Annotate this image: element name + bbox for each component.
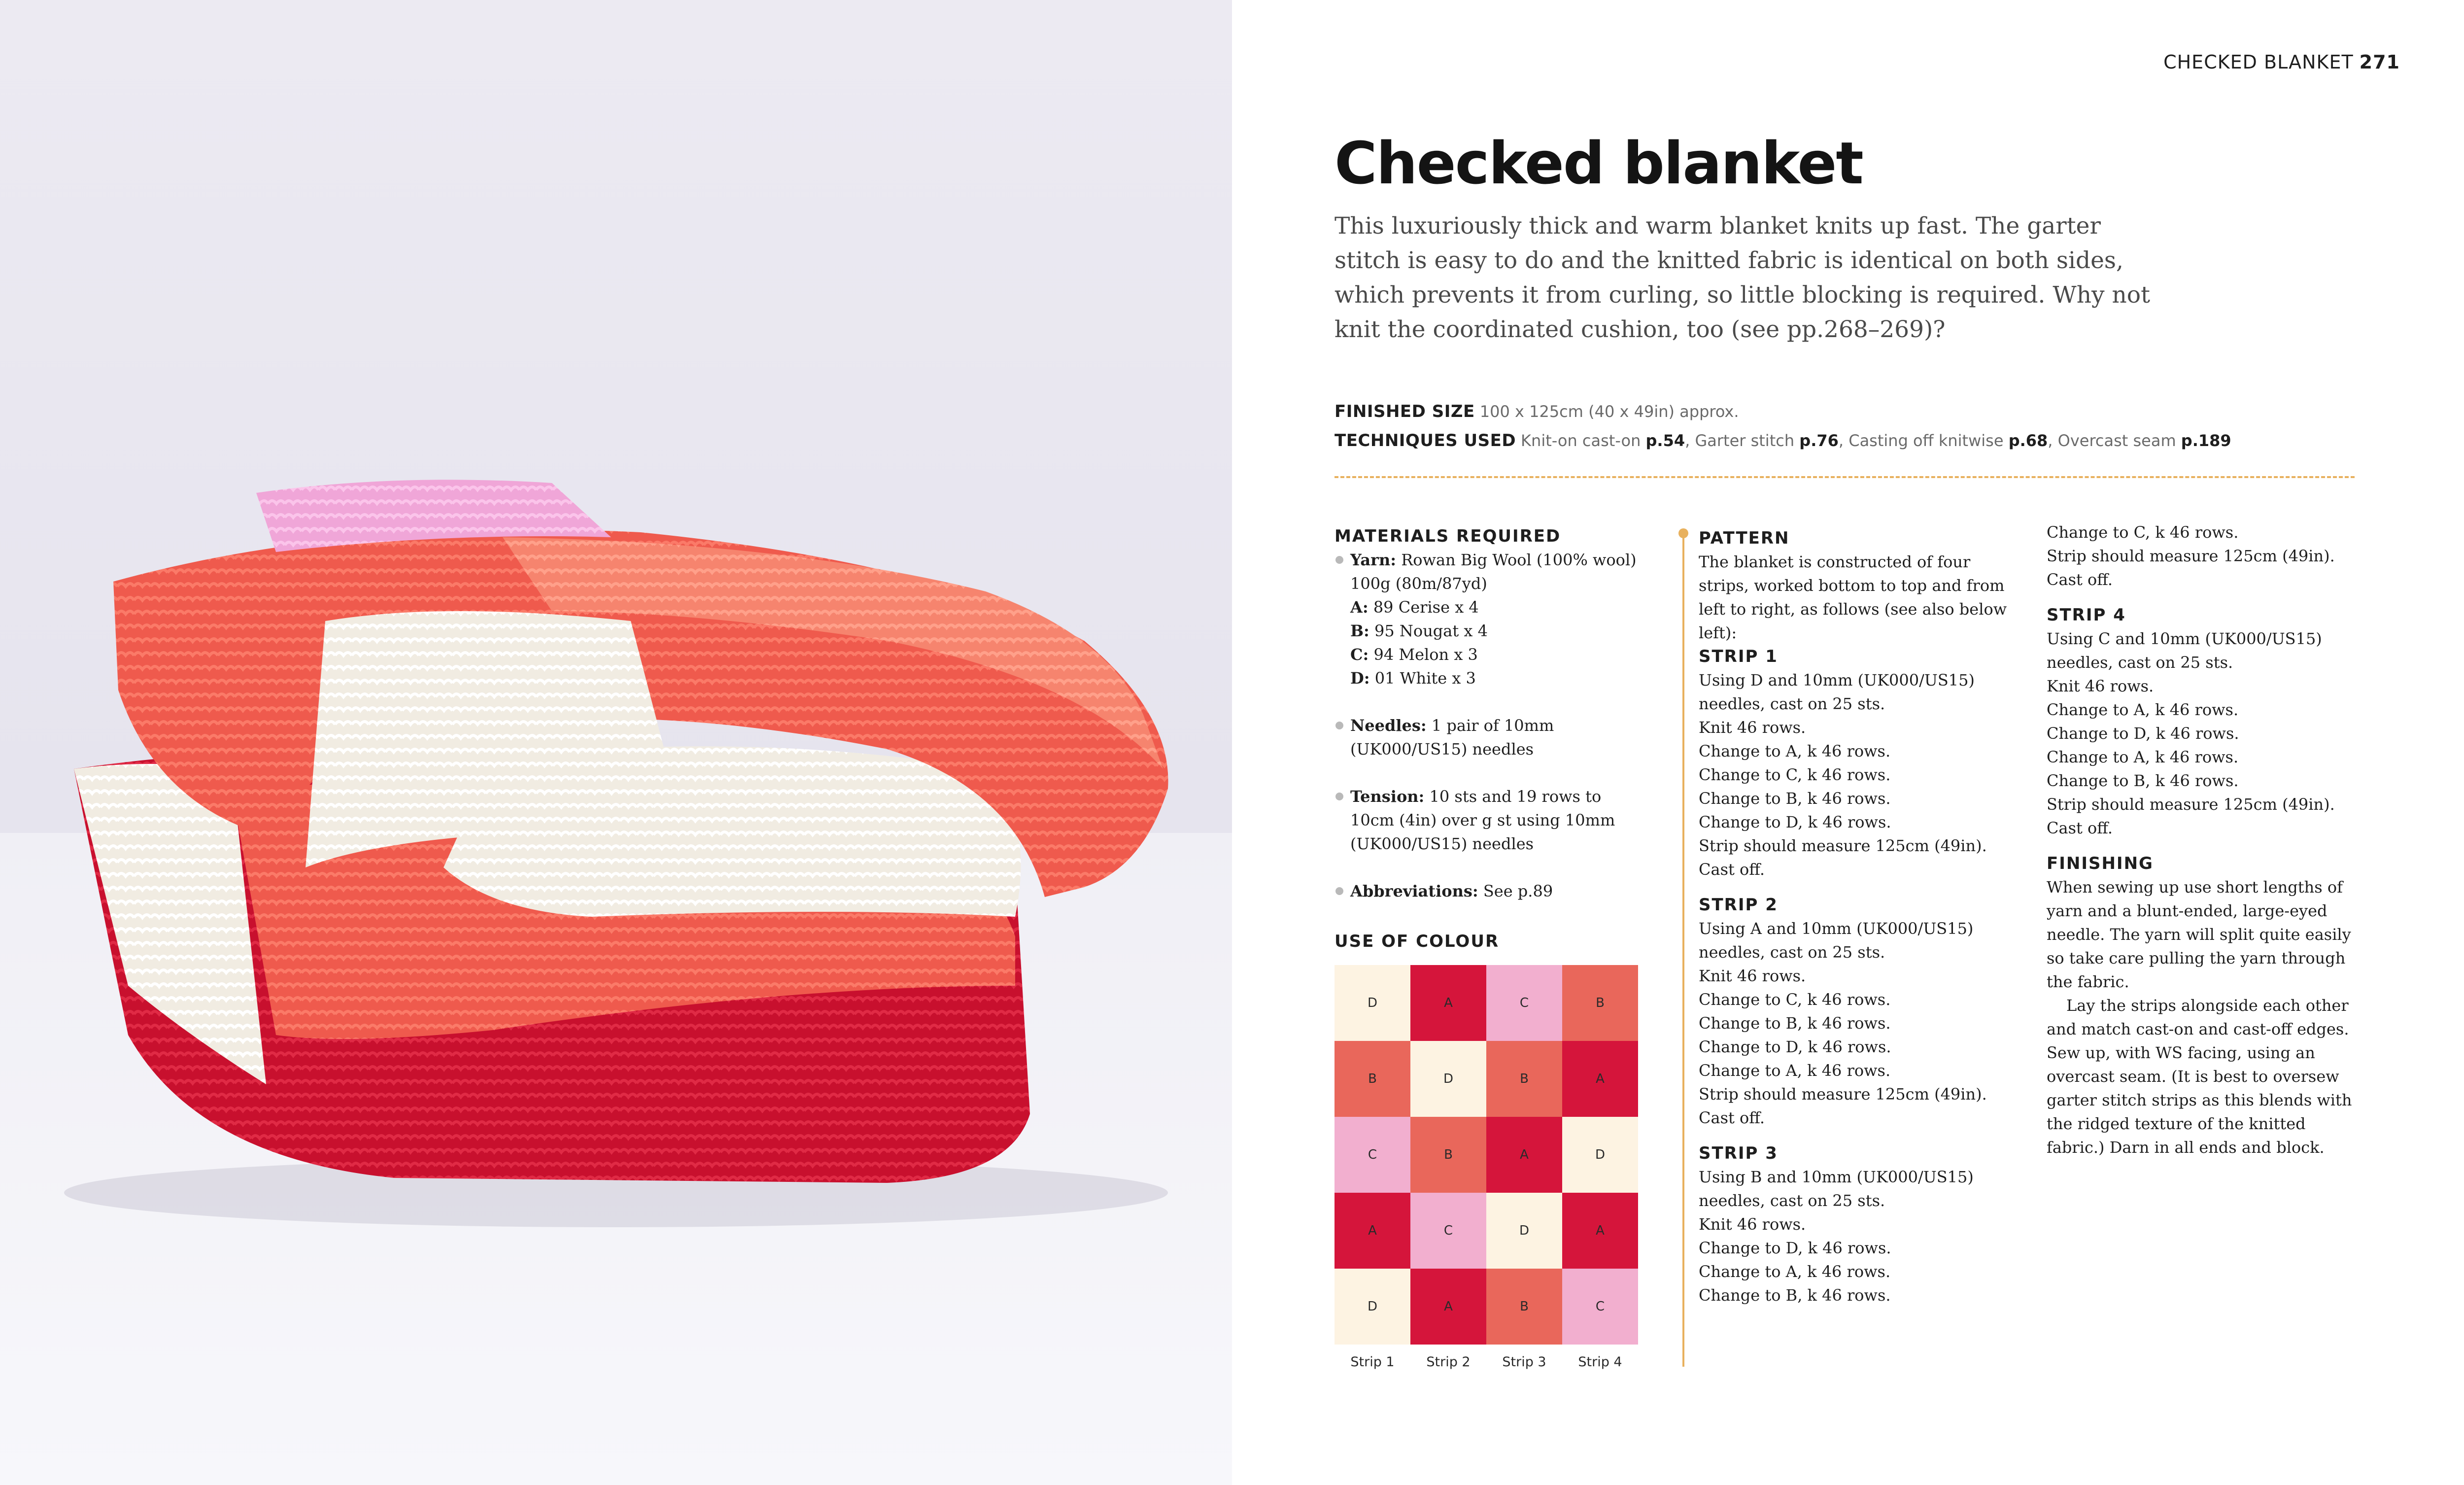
strip-line: Using A and 10mm (UK000/US15) needles, cast on 25 sts. [1699,919,1974,962]
technique-name: Casting off knitwise [1848,431,2004,450]
colour-cell: D [1335,965,1410,1041]
page-title: Checked blanket [1335,129,1863,197]
colour-key: C: [1350,645,1369,664]
strip-line: Cast off. [1699,1108,1765,1127]
strip-line: Cast off. [2047,570,2113,589]
strip-heading: STRIP 3 [1699,1143,1778,1163]
colour-cell: B [1486,1041,1562,1117]
strip-line: Change to A, k 46 rows. [1699,1061,1891,1080]
colour-cell: C [1410,1193,1486,1269]
running-head [2163,51,2400,73]
colour-cell: C [1562,1269,1638,1345]
yarn-label: Yarn: [1350,551,1397,569]
dashed-divider [1335,476,2355,478]
use-of-colour-heading: USE OF COLOUR [1335,932,1500,951]
page-number: 271 [2359,51,2400,73]
needles-label: Needles: [1350,716,1427,735]
colour-cell: A [1562,1041,1638,1117]
strip-line: Change to C, k 46 rows. [1699,990,1891,1009]
strip-line: Change to B, k 46 rows. [2047,771,2239,790]
strip-line: Change to D, k 46 rows. [2047,724,2239,743]
strip-line: Strip should measure 125cm (49in). [1699,836,1987,855]
finishing-heading: FINISHING [2047,854,2154,873]
abbreviations-item [1335,879,1650,903]
yarn-colour [1335,643,1650,666]
tension-label: Tension: [1350,787,1425,806]
strip3-continued [2047,520,2362,591]
pattern-column [1699,526,2024,1307]
strip-line: Knit 46 rows. [1699,718,1806,737]
strip-line: Change to B, k 46 rows. [1699,1286,1891,1305]
strip-line: Strip should measure 125cm (49in). [2047,547,2335,565]
strip4-lines [2047,627,2362,840]
pattern-strips [1699,645,2024,1307]
colour-cell: A [1562,1193,1638,1269]
finished-size-label: FINISHED SIZE [1335,402,1475,421]
colour-text: 94 Melon x 3 [1373,645,1478,664]
strip-label: Strip 2 [1426,1354,1471,1370]
colour-cell: B [1335,1041,1410,1117]
tension-text: 10 sts and 19 rows to 10cm (4in) over g st using 10mm (UK000/US15) needles [1350,787,1615,853]
strip-label: Strip 4 [1578,1354,1622,1370]
strip-line: Using C and 10mm (UK000/US15) needles, cast on 25 sts. [2047,629,2322,672]
colour-cell: D [1486,1193,1562,1269]
colour-text: 89 Cerise x 4 [1373,598,1479,617]
pattern-intro: The blanket is constructed of four strips, worked bottom to top and from left to right, as follows (see also below left): [1699,553,2007,642]
strip-heading: STRIP 2 [1699,895,1778,915]
pattern-rule [1682,531,1684,1367]
colour-chart [1335,965,1638,1345]
strip-line: Strip should measure 125cm (49in). [1699,1085,1987,1104]
yarn-colour [1335,619,1650,643]
finished-size [1335,402,1739,421]
finished-size-value: 100 x 125cm (40 x 49in) approx. [1479,402,1739,421]
strip-line: Knit 46 rows. [1699,1215,1806,1234]
strip-line: Cast off. [1699,860,1765,879]
strip-label: Strip 1 [1350,1354,1395,1370]
strip-heading: STRIP 1 [1699,647,1778,666]
needles-text: 1 pair of 10mm (UK000/US15) needles [1350,716,1554,759]
colour-text: 01 White x 3 [1374,669,1476,688]
abbreviations-text: See p.89 [1483,882,1553,900]
strip-line: Change to C, k 46 rows. [1699,765,1891,784]
recipe-page [1232,0,2464,1485]
technique-page: p.189 [2181,431,2231,450]
strip-line: Knit 46 rows. [2047,677,2154,695]
technique-page: p.54 [1645,431,1685,450]
strip-line: Change to A, k 46 rows. [1699,742,1891,760]
colour-cell: C [1486,965,1562,1041]
strip-line: Change to D, k 46 rows. [1699,813,1891,831]
techniques-used: TECHNIQUES USED Knit-on cast-on p.54, Garter stitch p.76, Casting off knitwise p.68, Overcast seam p.189 [1335,431,2231,450]
colour-cell: D [1562,1117,1638,1193]
colour-cell: A [1335,1193,1410,1269]
strip-label: Strip 3 [1502,1354,1546,1370]
finishing-paragraph: When sewing up use short lengths of yarn and a blunt-ended, large-eyed needle. The yarn will split quite easily so take care pulling the yarn through the fabric. [2047,878,2351,991]
strip-line: Change to A, k 46 rows. [2047,748,2239,766]
materials-heading: MATERIALS REQUIRED [1335,526,1561,546]
materials-column [1335,524,1650,927]
colour-cell: A [1410,1269,1486,1345]
technique-name: Garter stitch [1695,431,1795,450]
colour-cell: A [1410,965,1486,1041]
yarn-colour [1335,666,1650,690]
third-column [2047,520,2362,1159]
colour-cell: B [1562,965,1638,1041]
technique-page: p.68 [2008,431,2048,450]
strip-line: Cast off. [2047,819,2113,837]
strip-line: Change to B, k 46 rows. [1699,1014,1891,1033]
technique-name: Knit-on cast-on [1521,431,1641,450]
colour-cell: C [1335,1117,1410,1193]
colour-cell: D [1410,1041,1486,1117]
strip-line: Change to B, k 46 rows. [1699,789,1891,808]
strip-labels [1335,1354,1638,1370]
strip-line: Using B and 10mm (UK000/US15) needles, cast on 25 sts. [1699,1168,1974,1210]
strip-line: Knit 46 rows. [1699,967,1806,985]
strip4-heading: STRIP 4 [2047,605,2126,625]
running-head-title: CHECKED BLANKET [2163,51,2354,73]
strip-line: Using D and 10mm (UK000/US15) needles, cast on 25 sts. [1699,671,1975,713]
technique-page: p.76 [1799,431,1839,450]
tension-item [1335,785,1650,856]
colour-cell: D [1335,1269,1410,1345]
colour-key: D: [1350,669,1370,688]
colour-cell: B [1410,1117,1486,1193]
techniques-label: TECHNIQUES USED [1335,431,1516,450]
colour-key: B: [1350,622,1369,640]
strip-line: Change to A, k 46 rows. [2047,700,2239,719]
strip-line: Change to D, k 46 rows. [1699,1037,1891,1056]
yarn-item [1335,548,1650,690]
strip-line: Change to D, k 46 rows. [1699,1239,1891,1257]
colour-key: A: [1350,598,1369,617]
colour-cell: B [1486,1269,1562,1345]
yarn-colour [1335,595,1650,619]
strip-line: Change to C, k 46 rows. [2047,523,2239,542]
abbreviations-label: Abbreviations: [1350,882,1478,900]
colour-text: 95 Nougat x 4 [1374,622,1488,640]
yarn-text: Rowan Big Wool (100% wool) 100g (80m/87yd) [1350,551,1637,593]
colour-cell: A [1486,1117,1562,1193]
intro-paragraph: This luxuriously thick and warm blanket knits up fast. The garter stitch is easy to do and the knitted fabric is identical on both sides, which prevents it from curling, so little blocking is required. Why not knit the coordinated cushion, too (see pp.268–269)? [1335,212,2150,343]
strip-line: Strip should measure 125cm (49in). [2047,795,2335,814]
needles-item [1335,714,1650,761]
finishing-paragraph: Lay the strips alongside each other and match cast-on and cast-off edges. Sew up, with WS facing, using an overcast seam. (It is best to oversew garter stitch strips as this blends with the ridged texture of the knitted fabric.) Darn in all ends and block. [2047,996,2352,1157]
technique-name: Overcast seam [2057,431,2176,450]
pattern-heading: PATTERN [1699,528,1790,548]
strip-line: Change to A, k 46 rows. [1699,1262,1891,1281]
